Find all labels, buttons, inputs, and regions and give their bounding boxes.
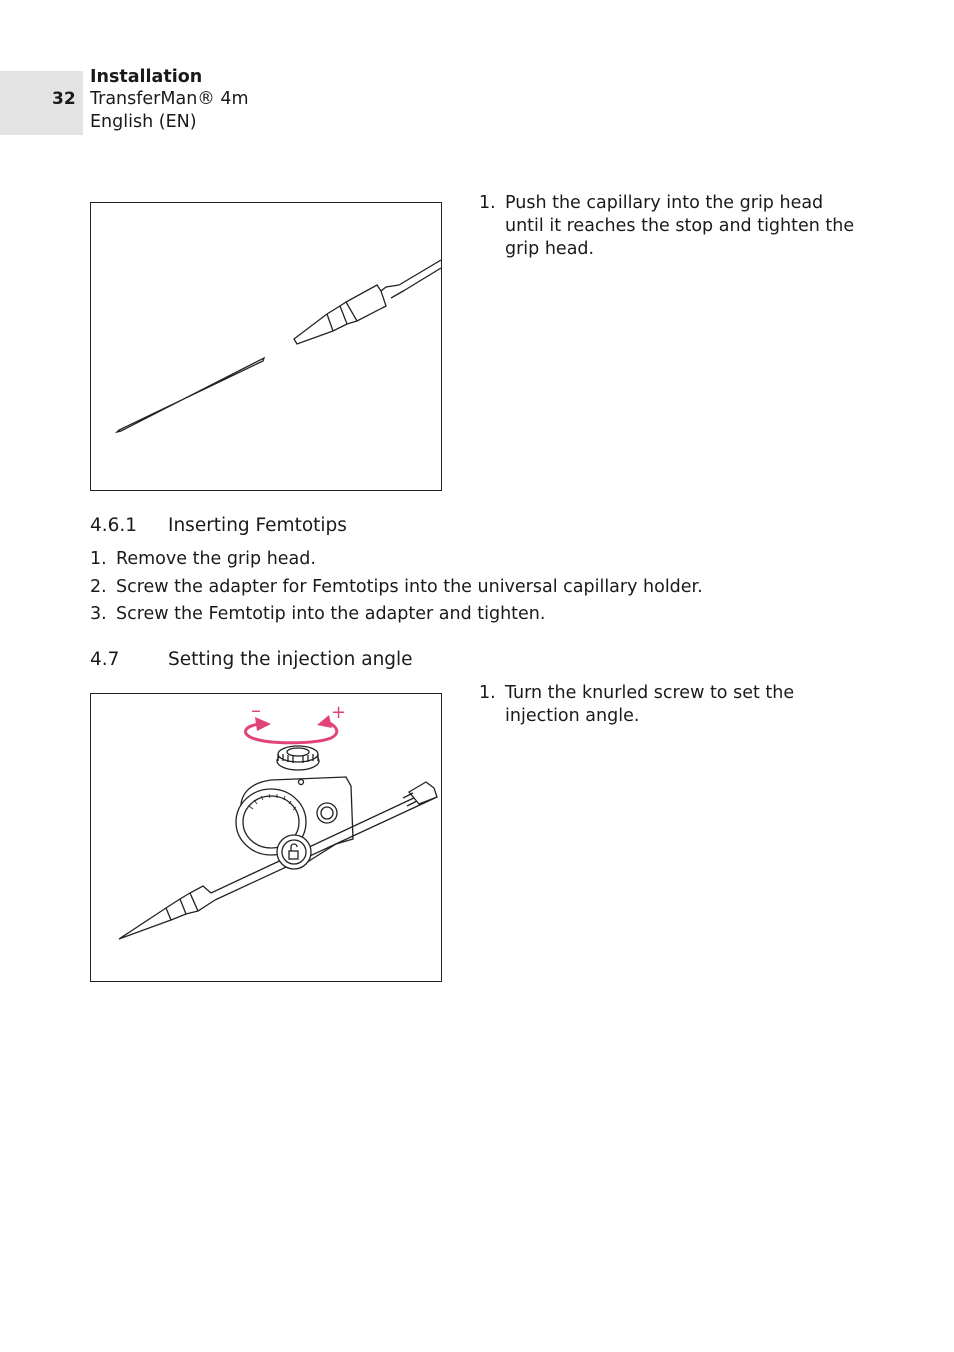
heading-number: 4.6.1 [90,515,138,536]
plus-label: + [331,702,347,723]
step-number: 1. [479,683,496,703]
minus-label: – [251,698,261,722]
step-text: Turn the knurled screw to set the injection angle. [505,683,795,726]
step-text: Screw the Femtotip into the adapter and tighten. [116,604,546,624]
step-text: Push the capillary into the grip head until it reaches the stop and tighten the grip head. [505,193,855,259]
capillary-grip-head-illustration [91,203,441,490]
figure-injection-angle [90,693,442,982]
injection-angle-illustration [91,694,441,981]
step-number: 3. [90,604,107,624]
figure2-steps [479,682,859,728]
list-item [90,576,870,599]
figure1-steps [479,192,859,261]
header-language: English (EN) [90,112,197,132]
step-text: Remove the grip head. [116,549,316,569]
list-item [479,192,859,261]
heading-title: Inserting Femtotips [168,515,347,536]
step-number: 1. [90,549,107,569]
step-text: Screw the adapter for Femtotips into the universal capillary holder. [116,576,703,597]
list-item [479,682,859,728]
step-number: 2. [90,576,107,597]
page-number: 32 [52,89,76,109]
step-number: 1. [479,193,496,213]
heading-number: 4.7 [90,649,120,670]
list-item [90,548,870,571]
heading-4-7 [90,648,413,672]
figure-capillary-grip-head [90,202,442,491]
femtotips-steps [90,548,870,631]
list-item [90,603,870,626]
header-product: TransferMan® 4m [90,89,249,109]
heading-title: Setting the injection angle [168,649,413,670]
heading-4-6-1 [90,514,347,538]
header-section: Installation [90,67,203,87]
